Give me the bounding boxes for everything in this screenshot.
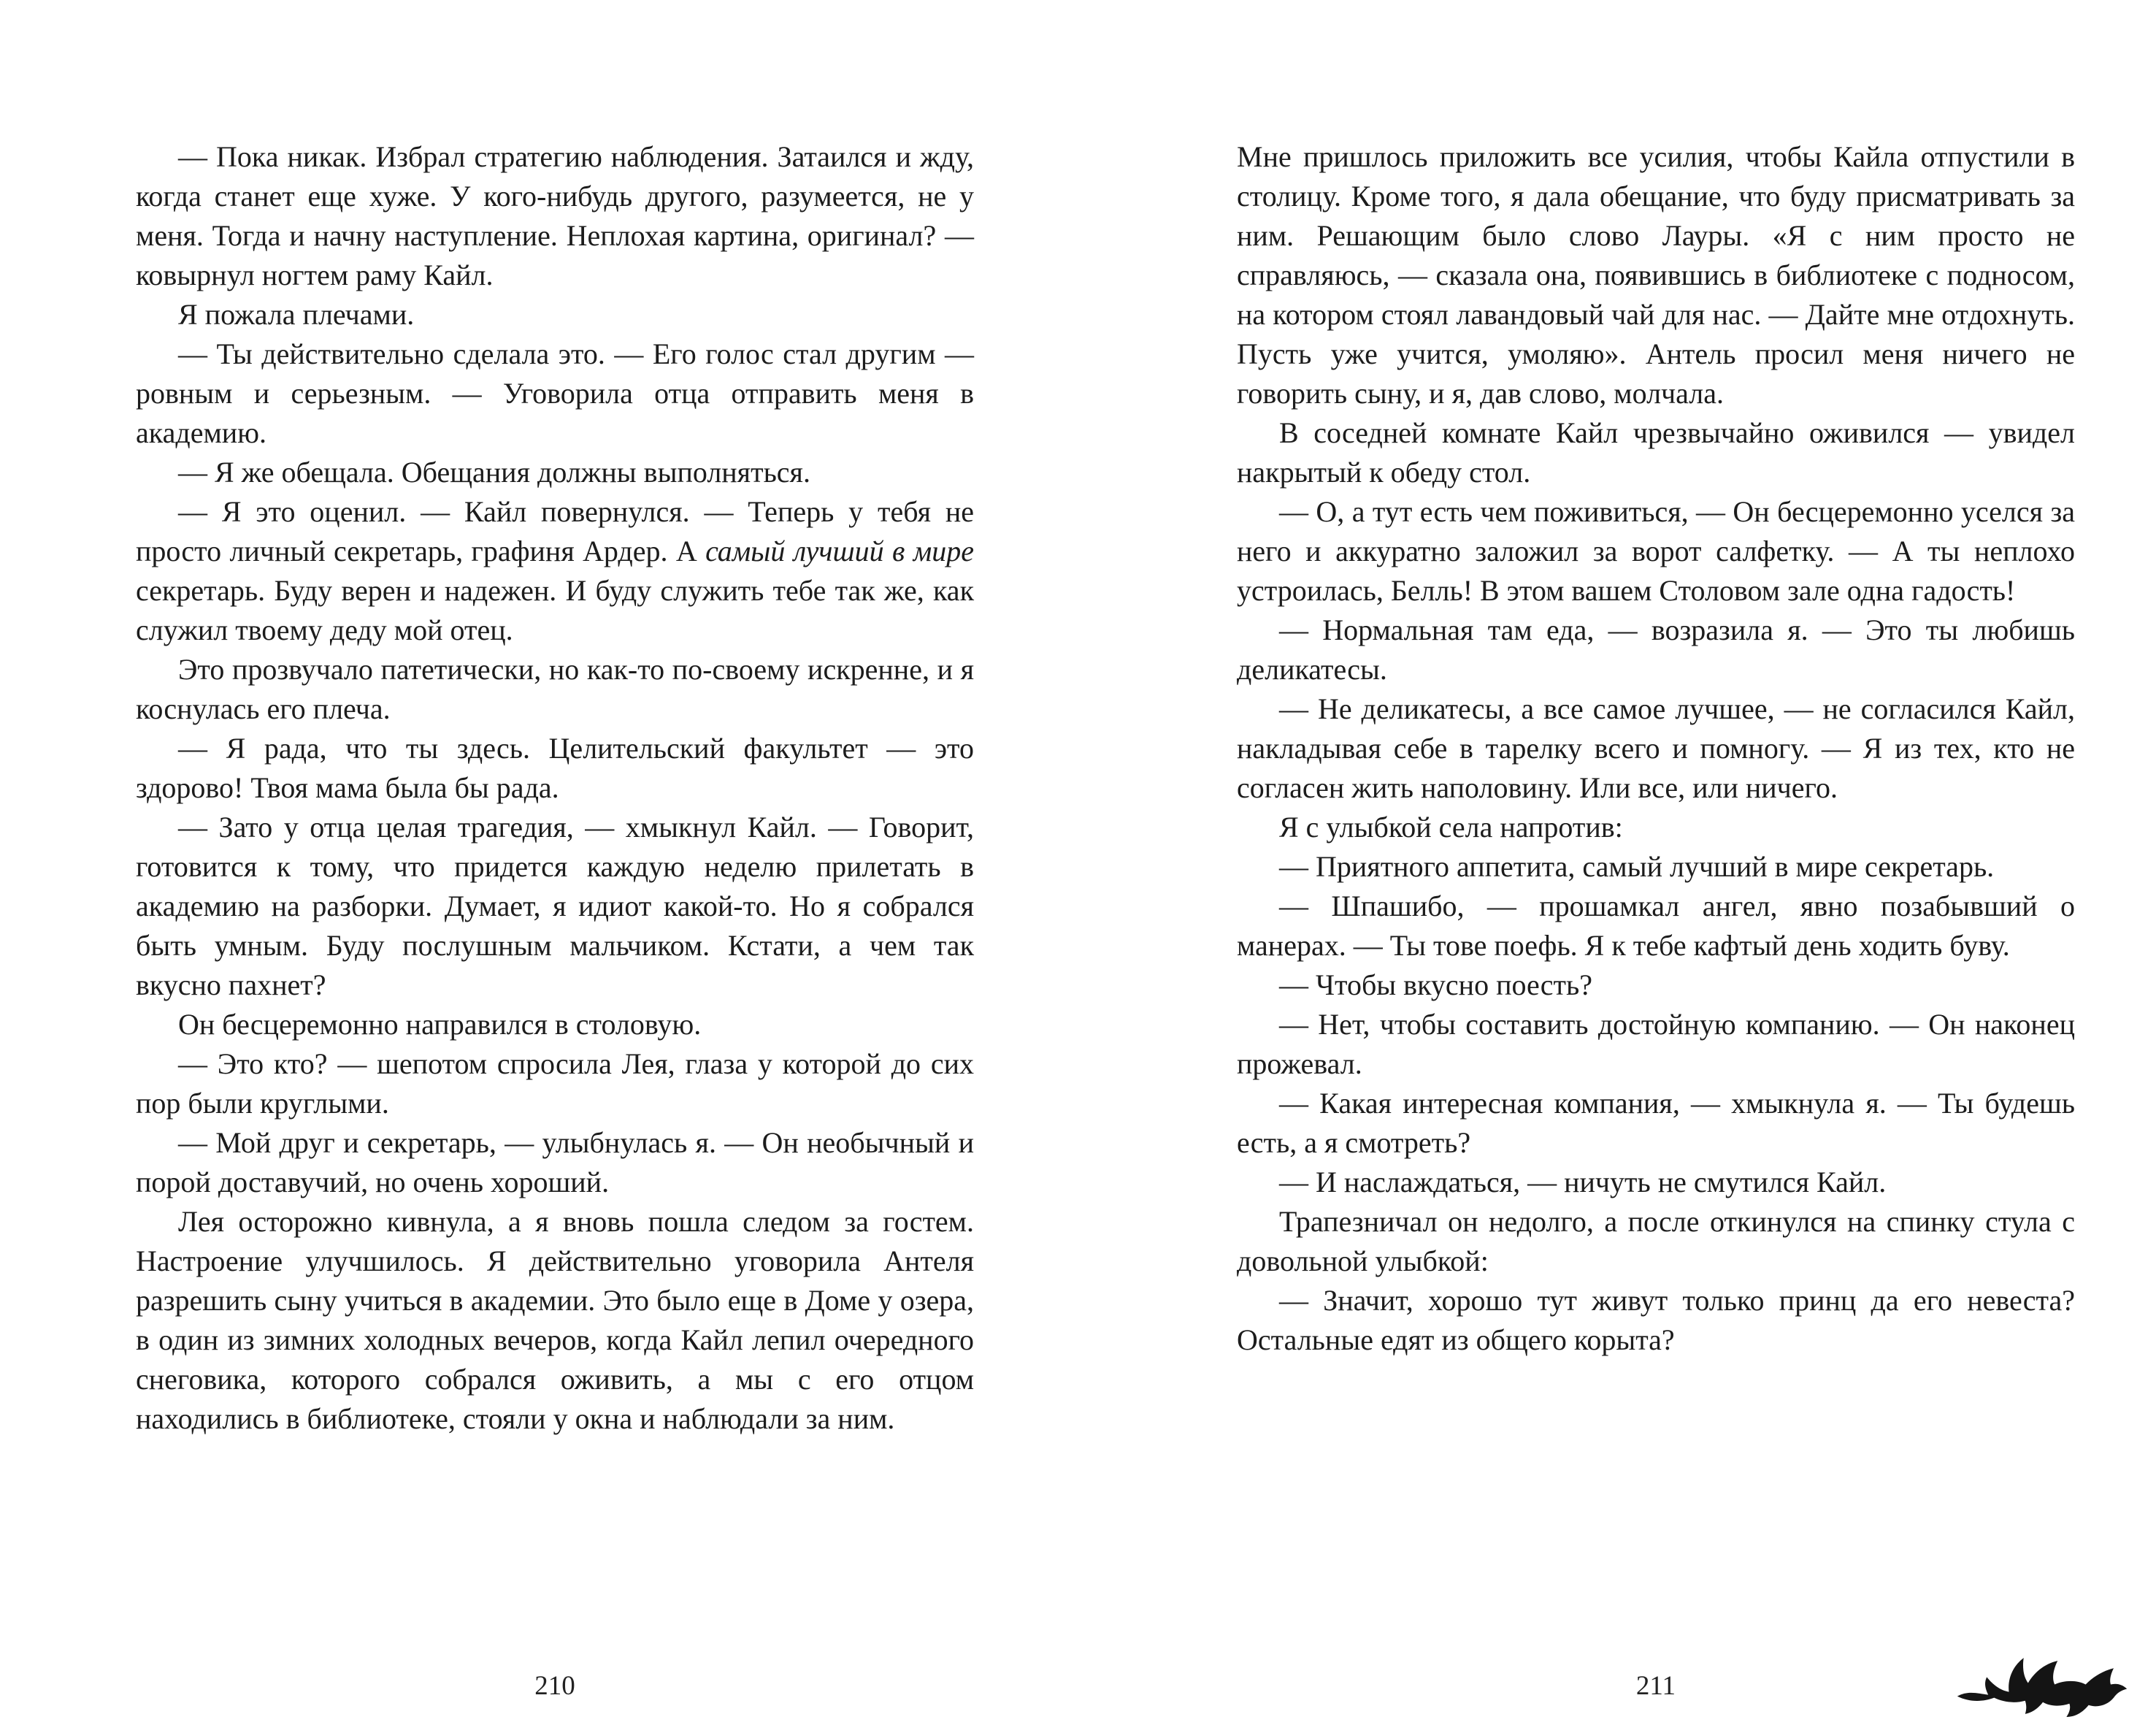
paragraph bbox=[136, 492, 974, 650]
paragraph-text: секретарь. Буду верен и надежен. И буду служить тебе так же, как служил твоему деду мой отец. bbox=[136, 574, 974, 646]
paragraph: — Какая интересная компания, — хмыкнула я. — Ты будешь есть, а я смотреть? bbox=[1237, 1087, 2075, 1159]
page-right bbox=[1237, 137, 2075, 1439]
page-number-right: 211 bbox=[1635, 1671, 1676, 1701]
paragraph: Я пожала плечами. bbox=[178, 298, 415, 331]
paragraph: — Шпашибо, — прошамкал ангел, явно позабывший о манерах. — Ты тове поефь. Я к тебе кафтый день ходить буву. bbox=[1237, 890, 2075, 962]
paragraph: Мне пришлось приложить все усилия, чтобы Кайла отпустили в столицу. Кроме того, я дала обещание, что буду присматривать за ним. Решающим было слово Лауры. «Я с ним просто не справляюсь, — сказала она, появившись в библиотеке с подносом, на котором стоял лавандовый чай для нас. — Дайте мне отдохнуть. Пусть уже учится, умоляю». Антель просил меня ничего не говорить сыну, и я, дав слово, молчала. bbox=[1237, 140, 2075, 410]
paragraph: Он бесцеремонно направился в столовую. bbox=[178, 1008, 702, 1041]
paragraph: Я с улыбкой села напротив: bbox=[1279, 811, 1623, 844]
paragraph: — Чтобы вкусно поесть? bbox=[1279, 968, 1592, 1001]
paragraph: — Пока никак. Избрал стратегию наблюдения. Затаился и жду, когда станет еще хуже. У кого-нибудь другого, разумеется, не у меня. Тогда и начну наступление. Неплохая картина, оригинал? — ковырнул ногтем раму Кайл. bbox=[136, 140, 974, 291]
paragraph: — О, а тут есть чем поживиться, — Он бесцеремонно уселся за него и аккуратно заложил за ворот салфетку. — А ты неплохо устроилась, Белль! В этом вашем Столовом зале одна гадость! bbox=[1237, 495, 2075, 607]
paragraph: — Это кто? — шепотом спросила Лея, глаза у которой до сих пор были круглыми. bbox=[136, 1047, 974, 1120]
paragraph: — Ты действительно сделала это. — Его голос стал другим — ровным и серьезным. — Уговорила отца отправить меня в академию. bbox=[136, 337, 974, 449]
paragraph: Это прозвучало патетически, но как-то по-своему искренне, и я коснулась его плеча. bbox=[136, 653, 974, 725]
paragraph: Трапезничал он недолго, а после откинулся на спинку стула с довольной улыбкой: bbox=[1237, 1205, 2075, 1277]
paragraph: — Значит, хорошо тут живут только принц да его невеста? Остальные едят из общего корыта? bbox=[1237, 1284, 2075, 1356]
italic-phrase: самый лучший в мире bbox=[705, 535, 974, 567]
paragraph: — Зато у отца целая трагедия, — хмыкнул Кайл. — Говорит, готовится к тому, что придется каждую неделю прилетать в академию на разборки. Думает, я идиот какой-то. Но я собрался быть умным. Буду послушным мальчиком. Кстати, а чем так вкусно пахнет? bbox=[136, 811, 974, 1001]
paragraph: — Нет, чтобы составить достойную компанию. — Он наконец прожевал. bbox=[1237, 1008, 2075, 1080]
page-left bbox=[136, 137, 974, 1439]
paragraph: — Нормальная там еда, — возразила я. — Это ты любишь деликатесы. bbox=[1237, 613, 2075, 686]
paragraph: — И наслаждаться, — ничуть не смутился Кайл. bbox=[1279, 1166, 1887, 1198]
paragraph: — Приятного аппетита, самый лучший в мире секретарь. bbox=[1279, 850, 1995, 883]
paragraph: В соседней комнате Кайл чрезвычайно оживился — увидел накрытый к обеду стол. bbox=[1237, 416, 2075, 489]
paragraph: Лея осторожно кивнула, а я вновь пошла следом за гостем. Настроение улучшилось. Я действительно уговорила Антеля разрешить сыну учиться в академии. Это было еще в Доме у озера, в один из зимних холодных вечеров, когда Кайл лепил очередного снеговика, которого собрался оживить, а мы с его отцом находились в библиотеке, стояли у окна и наблюдали за ним. bbox=[136, 1205, 974, 1435]
page-number-left: 210 bbox=[534, 1671, 575, 1701]
paragraph: — Не деликатесы, а все самое лучшее, — не согласился Кайл, накладывая себе в тарелку всего и помногу. — Я из тех, кто не согласен жить наполовину. Или все, или ничего. bbox=[1237, 692, 2075, 804]
paragraph-text: — Я это оценил. — Кайл повернулся. — Теперь у тебя не просто личный секретарь, графиня Ардер. А bbox=[136, 495, 974, 567]
dragon-icon bbox=[1952, 1651, 2131, 1721]
paragraph: — Я рада, что ты здесь. Целительский факультет — это здорово! Твоя мама была бы рада. bbox=[136, 732, 974, 804]
paragraph: — Мой друг и секретарь, — улыбнулась я. — Он необычный и порой доставучий, но очень хороший. bbox=[136, 1126, 974, 1198]
paragraph: — Я же обещала. Обещания должны выполняться. bbox=[178, 456, 810, 489]
